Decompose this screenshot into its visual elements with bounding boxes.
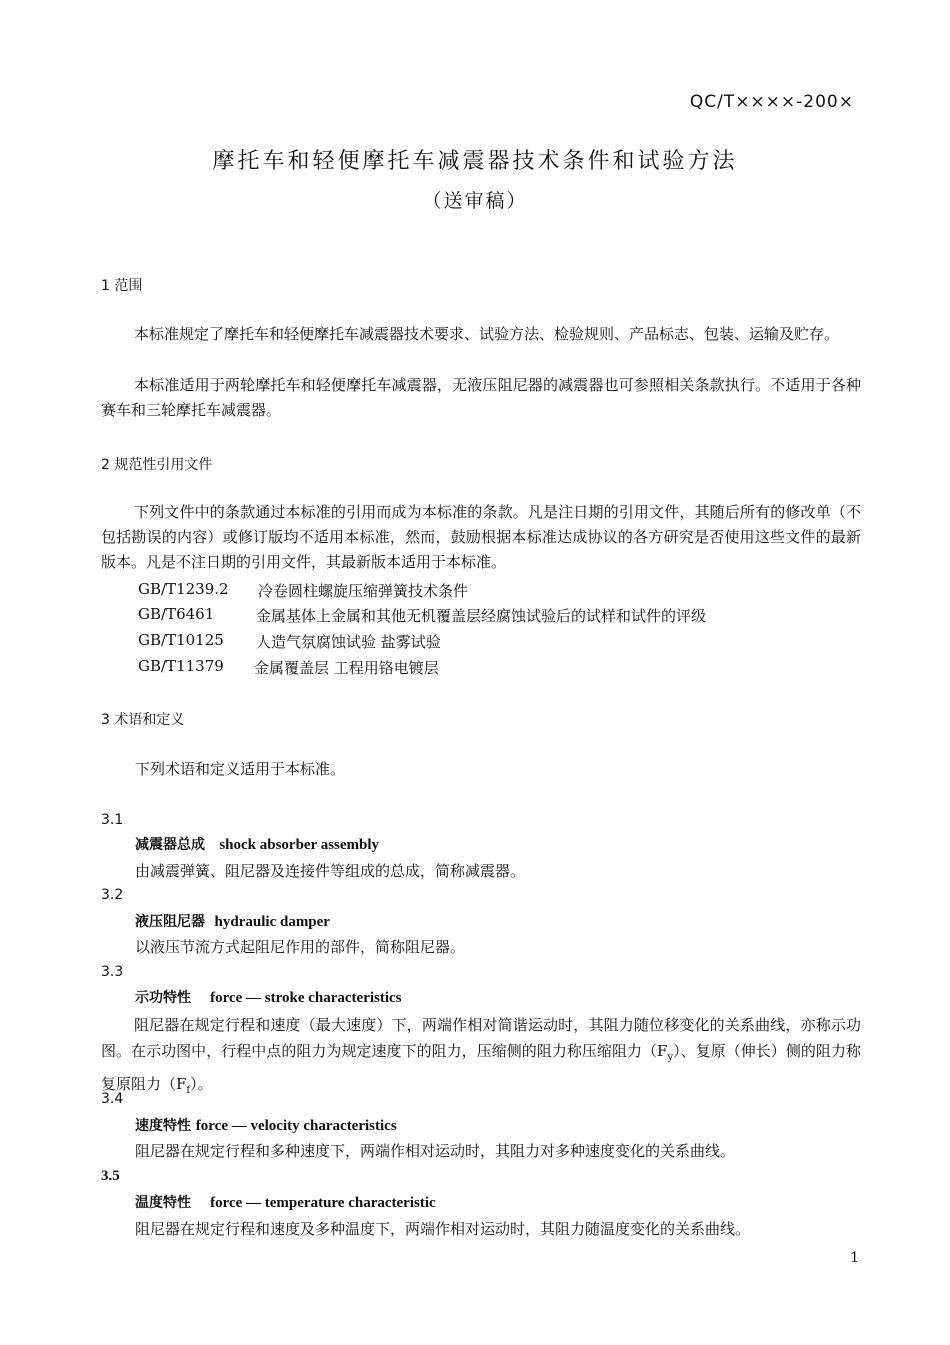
reference-title: 金属基体上金属和其他无机覆盖层经腐蚀试验后的试样和试件的评级 bbox=[256, 607, 707, 625]
term-zh: 液压阻尼器 bbox=[135, 914, 205, 930]
term-number: 3.1 bbox=[101, 812, 124, 828]
term-en: hydraulic damper bbox=[214, 914, 330, 930]
term-definition: 由减震弹簧、阻尼器及连接件等组成的总成，简称减震器。 bbox=[135, 862, 526, 880]
reference-code: GB/T10125 bbox=[138, 631, 224, 649]
term-number: 3.5 bbox=[101, 1168, 120, 1184]
term-heading bbox=[135, 911, 330, 931]
reference-code: GB/T1239.2 bbox=[138, 580, 229, 598]
section-3-heading: 3 术语和定义 bbox=[101, 712, 185, 728]
section-1-paragraph-2: 本标准适用于两轮摩托车和轻便摩托车减震器，无液压阻尼器的减震器也可参照相关条款执行。不适用于各种赛车和三轮摩托车减震器。 bbox=[101, 376, 861, 419]
standard-code: QC/T××××-200× bbox=[689, 92, 854, 112]
term-en: force — temperature characteristic bbox=[210, 1195, 436, 1211]
term-definition: 阻尼器在规定行程和多种速度下，两端作相对运动时，其阻力对多种速度变化的关系曲线。 bbox=[135, 1142, 736, 1160]
term-zh: 速度特性 bbox=[135, 1118, 191, 1134]
reference-title: 金属覆盖层 工程用铬电镀层 bbox=[254, 659, 439, 677]
section-1-heading: 1 范围 bbox=[101, 278, 143, 294]
term-definition: 阻尼器在规定行程和速度及多种温度下，两端作相对运动时，其阻力随温度变化的关系曲线。 bbox=[135, 1220, 751, 1238]
term-zh: 减震器总成 bbox=[135, 837, 205, 853]
section-2-paragraph-1: 下列文件中的条款通过本标准的引用而成为本标准的条款。凡是注日期的引用文件，其随后所有的修改单（不包括勘误的内容）或修订版均不适用本标准，然而，鼓励根据本标准达成协议的各方研究是否使用这些文件的最新版本。凡是不注日期的引用文件，其最新版本适用于本标准。 bbox=[101, 503, 861, 571]
section-1-paragraph-1: 本标准规定了摩托车和轻便摩托车减震器技术要求、试验方法、检验规则、产品标志、包装、运输及贮存。 bbox=[134, 325, 840, 343]
term-number: 3.4 bbox=[101, 1091, 124, 1107]
reference-title: 人造气氛腐蚀试验 盐雾试验 bbox=[256, 633, 441, 651]
term-heading bbox=[135, 834, 379, 854]
term-heading bbox=[135, 1115, 397, 1135]
document-subtitle: （送审稿） bbox=[422, 190, 528, 212]
page-number: 1 bbox=[850, 1250, 859, 1266]
term-heading bbox=[135, 1192, 436, 1212]
term-zh: 示功特性 bbox=[135, 990, 191, 1006]
reference-title: 冷卷圆柱螺旋压缩弹簧技术条件 bbox=[258, 582, 469, 600]
section-3-intro: 下列术语和定义适用于本标准。 bbox=[135, 760, 346, 778]
term-definition: 阻尼器在规定行程和速度（最大速度）下，两端作相对简谐运动时，其阻力随位移变化的关系曲线，亦称示功图。在示功图中，行程中点的阻力为规定速度下的阻力，压缩侧的阻力称压缩阻力$(F_y)$、复原（伸长）侧的阻力称复原阻力$(F_f)$。 bbox=[101, 1016, 861, 1096]
term-number: 3.3 bbox=[101, 964, 124, 980]
term-number: 3.2 bbox=[101, 887, 124, 903]
term-zh: 温度特性 bbox=[135, 1195, 191, 1211]
term-en: shock absorber assembly bbox=[219, 837, 380, 853]
section-2-heading: 2 规范性引用文件 bbox=[101, 457, 213, 473]
term-definition: 以液压节流方式起阻尼作用的部件，简称阻尼器。 bbox=[135, 938, 466, 956]
reference-code: GB/T11379 bbox=[138, 657, 224, 675]
term-en: force — stroke characteristics bbox=[210, 990, 402, 1006]
reference-code: GB/T6461 bbox=[138, 605, 215, 623]
document-title: 摩托车和轻便摩托车减震器技术条件和试验方法 bbox=[212, 149, 738, 174]
term-heading bbox=[135, 987, 402, 1007]
term-en: force — velocity characteristics bbox=[195, 1118, 397, 1134]
